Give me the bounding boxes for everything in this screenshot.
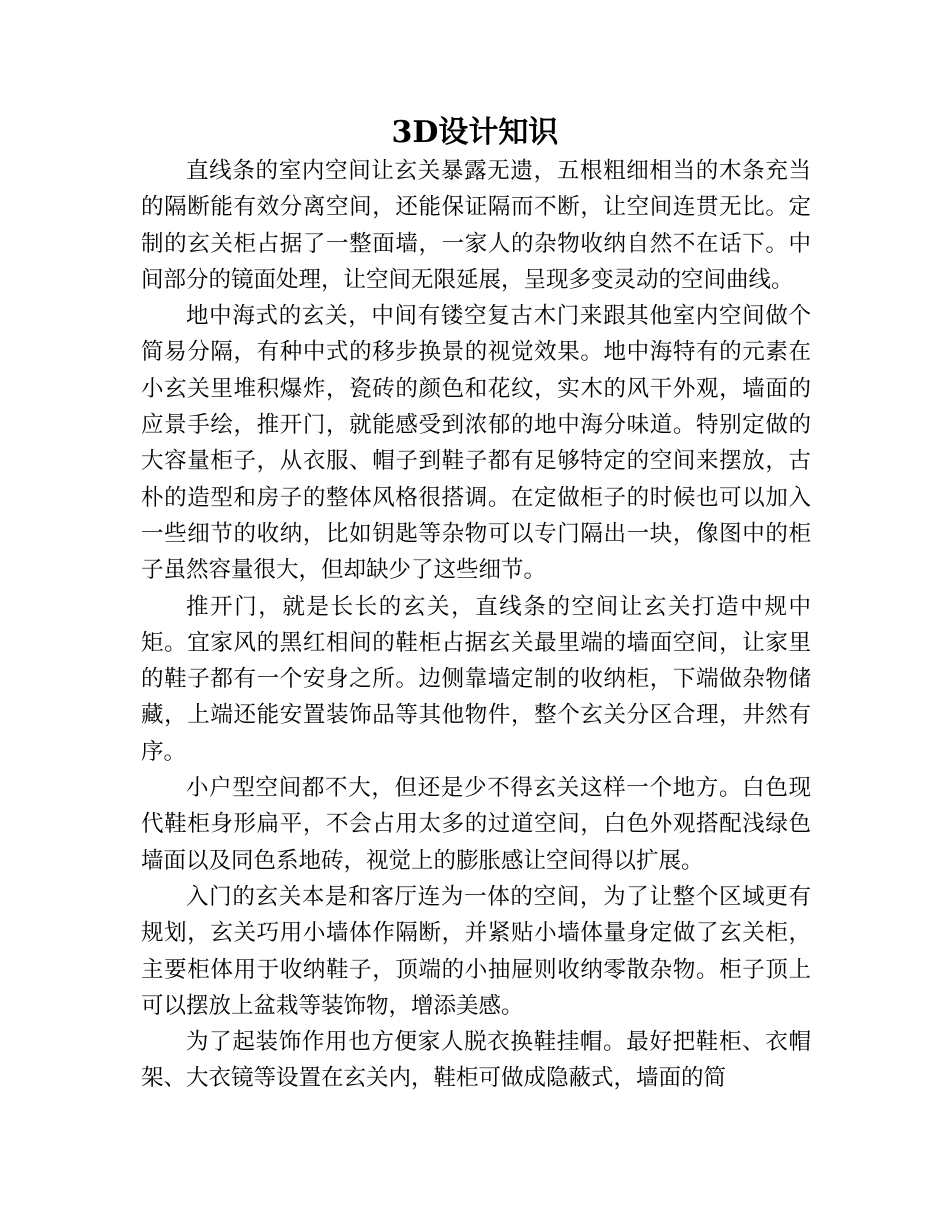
document-title: 3D设计知识 <box>391 115 559 150</box>
paragraph-4: 小户型空间都不大，但还是少不得玄关这样一个地方。白色现代鞋柜身形扁平，不会占用太多的过道空间，白色外观搭配浅绿色墙面以及同色系地砖，视觉上的膨胀感让空间得以扩展。 <box>141 775 811 874</box>
paragraph-2: 地中海式的玄关，中间有镂空复古木门来跟其他室内空间做个简易分隔，有种中式的移步换景的视觉效果。地中海特有的元素在小玄关里堆积爆炸，瓷砖的颜色和花纹，实木的风干外观，墙面的应景手绘，推开门，就能感受到浓郁的地中海分味道。特别定做的大容量柜子，从衣服、帽子到鞋子都有足够特定的空间来摆放，古朴的造型和房子的整体风格很搭调。在定做柜子的时候也可以加入一些细节的收纳，比如钥匙等杂物可以专门隔出一块，像图中的柜子虽然容量很大，但却缺少了这些细节。 <box>141 303 811 584</box>
paragraph-1: 直线条的室内空间让玄关暴露无遗，五根粗细相当的木条充当的隔断能有效分离空间，还能保证隔而不断，让空间连贯无比。定制的玄关柜占据了一整面墙，一家人的杂物收纳自然不在话下。中间部分的镜面处理，让空间无限延展，呈现多变灵动的空间曲线。 <box>141 158 811 293</box>
document-body <box>141 153 811 1097</box>
paragraph-3: 推开门，就是长长的玄关，直线条的空间让玄关打造中规中矩。宜家风的黑红相间的鞋柜占据玄关最里端的墙面空间，让家里的鞋子都有一个安身之所。边侧靠墙定制的收纳柜，下端做杂物储藏，上端还能安置装饰品等其他物件，整个玄关分区合理，井然有序。 <box>141 593 811 765</box>
paragraph-5: 入门的玄关本是和客厅连为一体的空间，为了让整个区域更有规划，玄关巧用小墙体作隔断，并紧贴小墙体量身定做了玄关柜，主要柜体用于收纳鞋子，顶端的小抽屉则收纳零散杂物。柜子顶上可以摆放上盆栽等装饰物，增添美感。 <box>141 883 811 1019</box>
paragraph-6: 为了起装饰作用也方便家人脱衣换鞋挂帽。最好把鞋柜、衣帽架、大衣镜等设置在玄关内，鞋柜可做成隐蔽式，墙面的简 <box>141 1029 811 1092</box>
